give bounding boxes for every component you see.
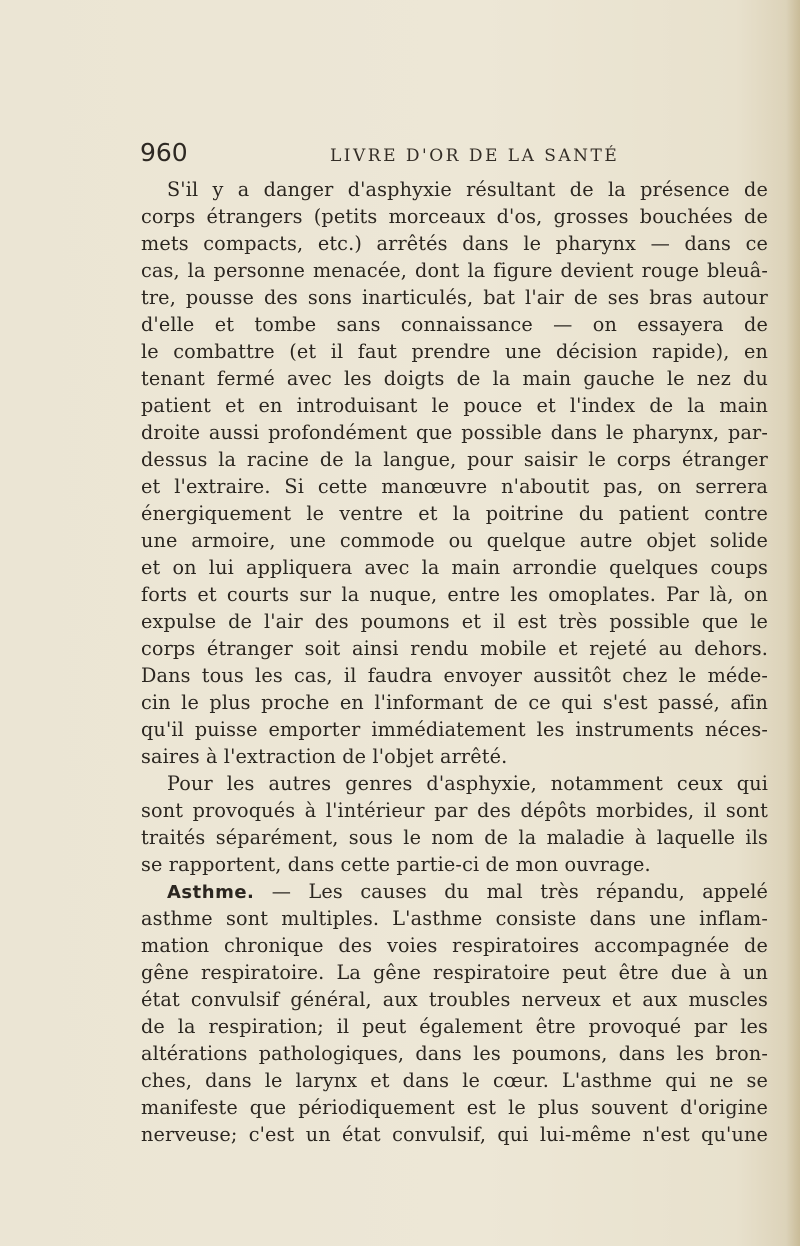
text-line: patient et en introduisant le pouce et l'index de la main [141, 394, 768, 417]
text-line: expulse de l'air des poumons et il est très possible que le [141, 610, 768, 633]
text-line: S'il y a danger d'asphyxie résultant de la présence de [167, 178, 768, 201]
text-line: de la respiration; il peut également être provoqué par les [141, 1015, 768, 1038]
text-line: dessus la racine de la langue, pour saisir le corps étranger [141, 448, 768, 471]
page-number: 960 [140, 138, 188, 167]
text-line: asthme sont multiples. L'asthme consiste dans une inflam- [141, 907, 768, 930]
text-line: cas, la personne menacée, dont la figure devient rouge bleuâ- [141, 259, 768, 282]
text-line: et l'extraire. Si cette manœuvre n'aboutit pas, on serrera [141, 475, 768, 498]
running-title: LIVRE D'OR DE LA SANTÉ [330, 146, 620, 166]
paragraph-asphyxie-corps-etrangers [141, 176, 768, 770]
text-line: tre, pousse des sons inarticulés, bat l'air de ses bras autour [141, 286, 768, 309]
text-line: corps étranger soit ainsi rendu mobile et rejeté au dehors. [141, 637, 768, 660]
text-line: droite aussi profondément que possible dans le pharynx, par- [141, 421, 768, 444]
body-text [141, 176, 768, 1148]
text-line: cin le plus proche en l'informant de ce qui s'est passé, afin [141, 691, 768, 714]
text-line: sont provoqués à l'intérieur par des dépôts morbides, il sont [141, 799, 768, 822]
text-line: nerveuse; c'est un état convulsif, qui lui-même n'est qu'une [141, 1123, 768, 1146]
text-line: corps étrangers (petits morceaux d'os, grosses bouchées de [141, 205, 768, 228]
text-line: se rapportent, dans cette partie-ci de mon ouvrage. [141, 853, 651, 876]
page-edge-shadow [786, 0, 800, 1246]
text-line: forts et courts sur la nuque, entre les omoplates. Par là, on [141, 583, 768, 606]
section-heading-asthme: Asthme. [167, 882, 255, 903]
heading-line-rest: — Les causes du mal très répandu, appelé [254, 880, 768, 903]
text-line [141, 878, 768, 905]
text-line: altérations pathologiques, dans les poumons, dans les bron- [141, 1042, 768, 1065]
text-line: qu'il puisse emporter immédiatement les instruments néces- [141, 718, 768, 741]
text-line: une armoire, une commode ou quelque autre objet solide [141, 529, 768, 552]
text-line: ches, dans le larynx et dans le cœur. L'asthme qui ne se [141, 1069, 768, 1092]
text-line: gêne respiratoire. La gêne respiratoire peut être due à un [141, 961, 768, 984]
text-line: tenant fermé avec les doigts de la main gauche le nez du [141, 367, 768, 390]
text-line: Dans tous les cas, il faudra envoyer aussitôt chez le méde- [141, 664, 768, 687]
text-line: état convulsif général, aux troubles nerveux et aux muscles [141, 988, 768, 1011]
text-line: mets compacts, etc.) arrêtés dans le pharynx — dans ce [141, 232, 768, 255]
text-line: mation chronique des voies respiratoires accompagnée de [141, 934, 768, 957]
text-line: traités séparément, sous le nom de la maladie à laquelle ils [141, 826, 768, 849]
text-line: Pour les autres genres d'asphyxie, notamment ceux qui [167, 772, 768, 795]
text-line: énergiquement le ventre et la poitrine du patient contre [141, 502, 768, 525]
text-line: d'elle et tombe sans connaissance — on essayera de [141, 313, 768, 336]
text-line: et on lui appliquera avec la main arrondie quelques coups [141, 556, 768, 579]
text-line: manifeste que périodiquement est le plus souvent d'origine [141, 1096, 768, 1119]
text-line: le combattre (et il faut prendre une décision rapide), en [141, 340, 768, 363]
text-line: saires à l'extraction de l'objet arrêté. [141, 745, 508, 768]
page-header [140, 138, 760, 172]
paragraph-asthme [141, 878, 768, 1148]
paragraph-autres-asphyxies [141, 770, 768, 878]
